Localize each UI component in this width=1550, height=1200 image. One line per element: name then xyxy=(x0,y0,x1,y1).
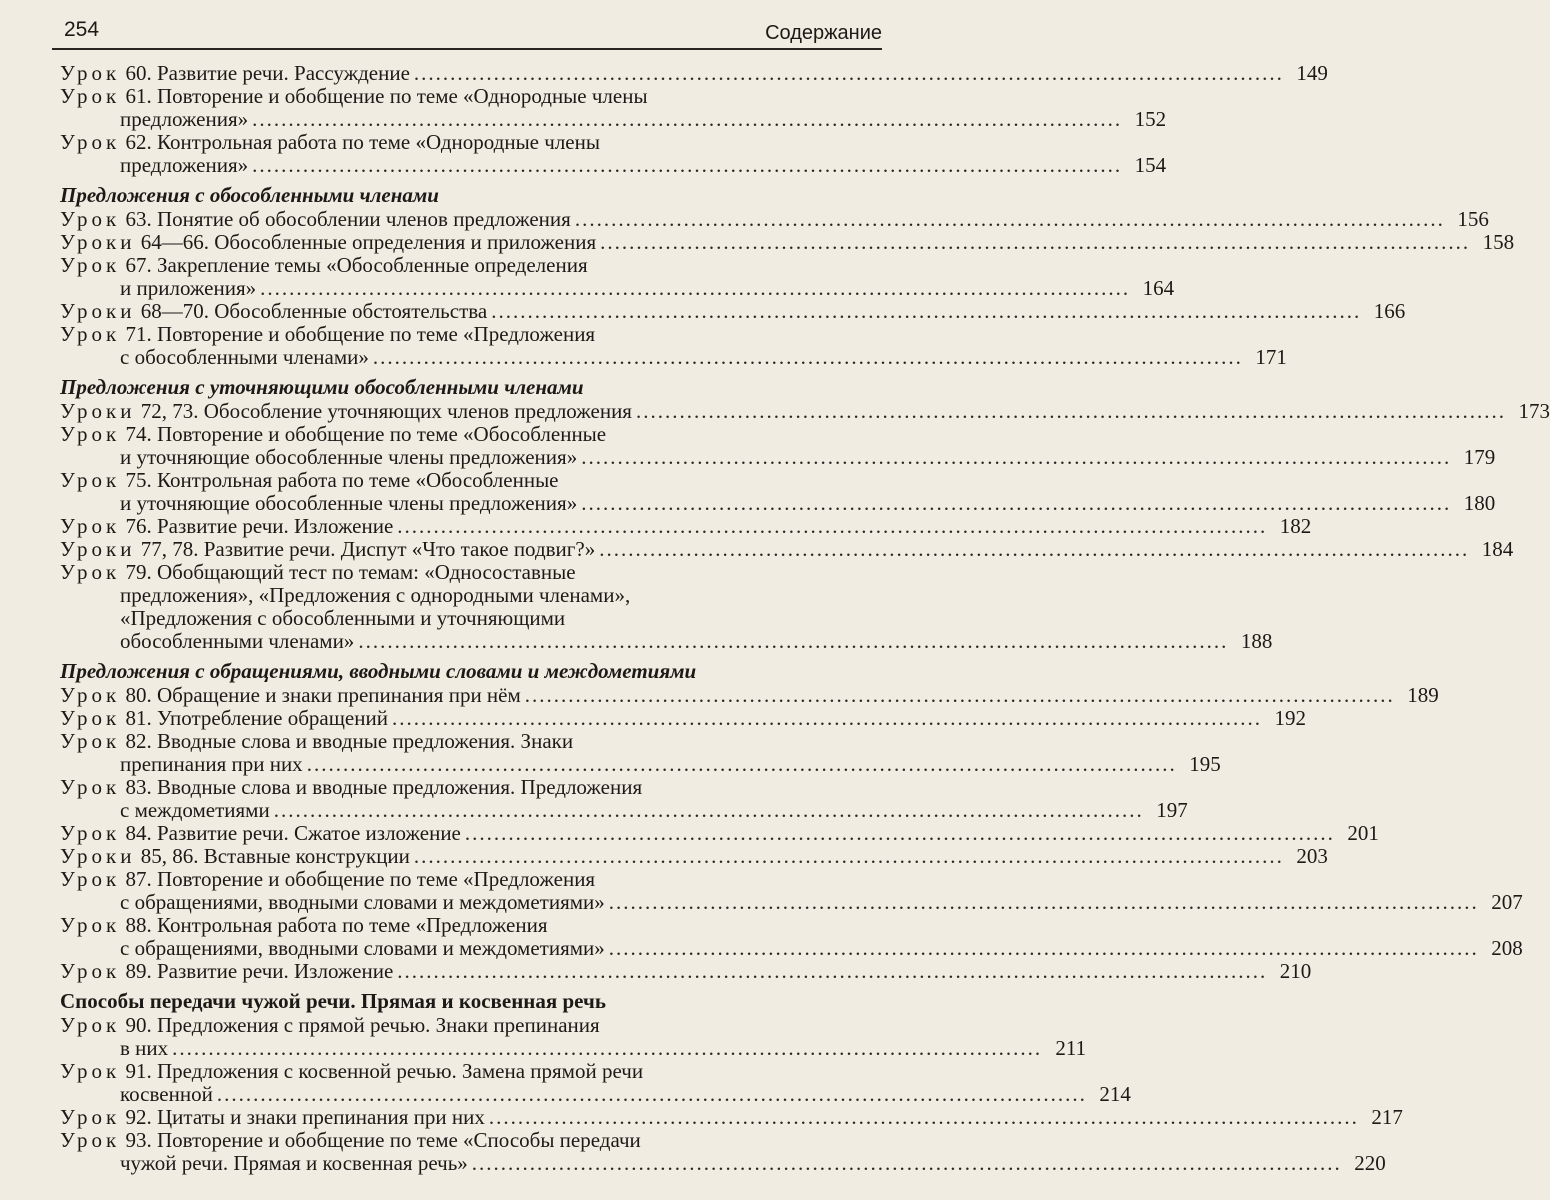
dot-leader: ........................................................................................................................ xyxy=(260,276,1131,300)
lesson-number: 90. xyxy=(125,1013,152,1037)
toc-entry xyxy=(60,913,1523,960)
toc-entry xyxy=(60,560,1273,653)
entry-title-line: предложения», «Предложения с однородными членами», xyxy=(120,583,631,607)
lesson-number: 60. xyxy=(125,61,152,85)
dot-leader: ........................................................................................................................ xyxy=(397,959,1268,983)
lesson-number: 74. xyxy=(125,422,152,446)
entry-title-last-line: обособленными членами» xyxy=(120,629,355,653)
lesson-number: 77, 78. xyxy=(140,537,199,561)
lesson-number: 85, 86. xyxy=(140,844,199,868)
entry-title-last-line: Обособленные определения и приложения xyxy=(214,230,597,254)
page-ref: 158 xyxy=(1482,230,1515,254)
lesson-number: 84. xyxy=(125,821,152,845)
entry-title-last-line: Обособление уточняющих членов предложения xyxy=(203,399,632,423)
toc-entry xyxy=(60,61,1328,85)
page-ref: 210 xyxy=(1279,959,1312,983)
entry-title-line: Вводные слова и вводные предложения. Предложения xyxy=(156,775,643,799)
page-ref: 188 xyxy=(1240,629,1273,653)
page-ref: 201 xyxy=(1347,821,1379,845)
toc-entry xyxy=(60,322,1287,369)
entry-title-last-line: Развитие речи. Изложение xyxy=(156,514,394,538)
page-ref: 154 xyxy=(1134,153,1167,177)
entry-title-last-line: Обособленные обстоятельства xyxy=(214,299,488,323)
toc-entry xyxy=(60,1013,1087,1060)
running-title: Содержание xyxy=(765,22,882,44)
dot-leader: ........................................................................................................................ xyxy=(172,1036,1043,1060)
toc-entry xyxy=(60,468,1496,515)
page-ref: 164 xyxy=(1142,276,1175,300)
dot-leader: ........................................................................................................................ xyxy=(581,491,1452,515)
toc-entry xyxy=(60,1059,1131,1106)
dot-leader: ........................................................................................................................ xyxy=(273,798,1144,822)
lesson-kind: Уроки xyxy=(60,230,136,254)
dot-leader: ........................................................................................................................ xyxy=(372,345,1243,369)
toc-entry xyxy=(60,844,1328,868)
entry-title-last-line: Цитаты и знаки препинания при них xyxy=(156,1105,485,1129)
lesson-kind: Урок xyxy=(60,1105,121,1129)
dot-leader: ........................................................................................................................ xyxy=(599,537,1470,561)
lesson-kind: Урок xyxy=(60,775,121,799)
lesson-kind: Уроки xyxy=(60,399,136,423)
lesson-kind: Урок xyxy=(60,253,121,277)
lesson-kind: Урок xyxy=(60,560,121,584)
lesson-number: 68—70. xyxy=(140,299,209,323)
lesson-kind: Урок xyxy=(60,130,121,154)
page-ref: 156 xyxy=(1457,207,1489,231)
dot-leader: ........................................................................................................................ xyxy=(464,821,1335,845)
page-ref: 197 xyxy=(1156,798,1188,822)
entry-title-last-line: Развитие речи. Сжатое изложение xyxy=(156,821,461,845)
dot-leader: ........................................................................................................................ xyxy=(635,399,1506,423)
lesson-kind: Урок xyxy=(60,683,121,707)
section-heading: Предложения с обособленными членами xyxy=(60,183,439,207)
lesson-kind: Урок xyxy=(60,514,121,538)
dot-leader: ........................................................................................................................ xyxy=(574,207,1445,231)
lesson-kind: Урок xyxy=(60,867,121,891)
toc-entry xyxy=(60,821,1379,845)
section-heading: Способы передачи чужой речи. Прямая и косвенная речь xyxy=(60,989,606,1013)
lesson-number: 79. xyxy=(125,560,152,584)
section-heading: Предложения с уточняющими обособленными членами xyxy=(60,375,584,399)
page-ref: 173 xyxy=(1518,399,1550,423)
lesson-number: 62. xyxy=(125,130,152,154)
toc-entry xyxy=(60,514,1312,538)
dot-leader: ........................................................................................................................ xyxy=(413,844,1284,868)
lesson-number: 88. xyxy=(125,913,152,937)
lesson-number: 91. xyxy=(125,1059,152,1083)
toc-entry xyxy=(60,775,1188,822)
dot-leader: ........................................................................................................................ xyxy=(608,936,1479,960)
lesson-number: 82. xyxy=(125,729,152,753)
entry-title-line: Предложения с косвенной речью. Замена прямой речи xyxy=(156,1059,644,1083)
entry-title-line: Вводные слова и вводные предложения. Знаки xyxy=(156,729,574,753)
page-ref: 208 xyxy=(1491,936,1523,960)
page-number: 254 xyxy=(64,18,100,41)
lesson-number: 63. xyxy=(125,207,152,231)
entry-title-line: Повторение и обобщение по теме «Предложения xyxy=(156,867,596,891)
page-ref: 217 xyxy=(1371,1105,1403,1129)
page-ref: 166 xyxy=(1373,299,1406,323)
entry-title-line: Контрольная работа по теме «Обособленные xyxy=(156,468,559,492)
page-ref: 211 xyxy=(1055,1036,1087,1060)
lesson-number: 83. xyxy=(125,775,152,799)
lesson-number: 93. xyxy=(125,1128,152,1152)
dot-leader: ........................................................................................................................ xyxy=(413,61,1284,85)
dot-leader: ........................................................................................................................ xyxy=(306,752,1177,776)
lesson-kind: Урок xyxy=(60,61,121,85)
entry-title-last-line: Обращение и знаки препинания при нём xyxy=(156,683,521,707)
page-ref: 180 xyxy=(1463,491,1496,515)
dot-leader: ........................................................................................................................ xyxy=(524,683,1395,707)
entry-title-line: Контрольная работа по теме «Предложения xyxy=(156,913,548,937)
entry-title-line: Повторение и обобщение по теме «Предложения xyxy=(156,322,596,346)
lesson-kind: Урок xyxy=(60,959,121,983)
toc-entry xyxy=(60,253,1175,300)
entry-title-last-line: Вставные конструкции xyxy=(203,844,410,868)
toc-entry xyxy=(60,959,1312,983)
page-ref: 195 xyxy=(1189,752,1221,776)
dot-leader: ........................................................................................................................ xyxy=(252,107,1123,131)
lesson-number: 81. xyxy=(125,706,152,730)
entry-title-last-line: Развитие речи. Изложение xyxy=(156,959,394,983)
table-of-contents xyxy=(60,61,1550,1175)
page-ref: 203 xyxy=(1296,844,1328,868)
dot-leader: ........................................................................................................................ xyxy=(358,629,1229,653)
entry-title-line: Повторение и обобщение по теме «Способы передачи xyxy=(156,1128,641,1152)
running-header xyxy=(52,14,882,50)
lesson-kind: Урок xyxy=(60,322,121,346)
toc-entry xyxy=(60,867,1523,914)
page-ref: 179 xyxy=(1463,445,1496,469)
entry-title-last-line: Развитие речи. Диспут «Что такое подвиг?» xyxy=(203,537,596,561)
dot-leader: ........................................................................................................................ xyxy=(608,890,1479,914)
entry-title-last-line: Развитие речи. Рассуждение xyxy=(156,61,410,85)
lesson-number: 87. xyxy=(125,867,152,891)
entry-title-line: Предложения с прямой речью. Знаки препинания xyxy=(156,1013,600,1037)
dot-leader: ........................................................................................................................ xyxy=(252,153,1123,177)
page-ref: 171 xyxy=(1255,345,1287,369)
lesson-number: 92. xyxy=(125,1105,152,1129)
entry-title-last-line: с обращениями, вводными словами и междометиями» xyxy=(120,936,605,960)
dot-leader: ........................................................................................................................ xyxy=(600,230,1471,254)
lesson-number: 80. xyxy=(125,683,152,707)
page-ref: 152 xyxy=(1134,107,1167,131)
lesson-number: 72, 73. xyxy=(140,399,199,423)
toc-entry xyxy=(60,1105,1403,1129)
page-ref: 184 xyxy=(1481,537,1514,561)
entry-title-last-line: и уточняющие обособленные члены предложения» xyxy=(120,445,578,469)
entry-title-last-line: Употребление обращений xyxy=(156,706,388,730)
dot-leader: ........................................................................................................................ xyxy=(581,445,1452,469)
page-ref: 189 xyxy=(1407,683,1439,707)
entry-title-last-line: в них xyxy=(120,1036,169,1060)
lesson-kind: Урок xyxy=(60,1128,121,1152)
toc-entry xyxy=(60,299,1406,323)
toc-entry xyxy=(60,230,1515,254)
lesson-number: 89. xyxy=(125,959,152,983)
toc-entry xyxy=(60,399,1550,423)
lesson-kind: Урок xyxy=(60,1059,121,1083)
dot-leader: ........................................................................................................................ xyxy=(491,299,1362,323)
toc-entry xyxy=(60,130,1167,177)
entry-title-line: «Предложения с обособленными и уточняющими xyxy=(120,606,566,630)
entry-title-last-line: и приложения» xyxy=(120,276,257,300)
toc-entry xyxy=(60,537,1514,561)
lesson-kind: Урок xyxy=(60,207,121,231)
page-ref: 149 xyxy=(1296,61,1328,85)
lesson-kind: Урок xyxy=(60,84,121,108)
lesson-kind: Уроки xyxy=(60,537,136,561)
entry-title-line: Контрольная работа по теме «Однородные члены xyxy=(156,130,600,154)
entry-title-line: Повторение и обобщение по теме «Однородные члены xyxy=(156,84,648,108)
lesson-kind: Уроки xyxy=(60,299,136,323)
lesson-kind: Урок xyxy=(60,1013,121,1037)
lesson-kind: Урок xyxy=(60,913,121,937)
page-ref: 207 xyxy=(1491,890,1523,914)
lesson-number: 76. xyxy=(125,514,152,538)
toc-entry xyxy=(60,729,1221,776)
entry-title-last-line: косвенной xyxy=(120,1082,213,1106)
lesson-kind: Урок xyxy=(60,729,121,753)
toc-entry xyxy=(60,84,1167,131)
entry-title-line: Обобщающий тест по темам: «Односоставные xyxy=(156,560,576,584)
dot-leader: ........................................................................................................................ xyxy=(488,1105,1359,1129)
lesson-number: 67. xyxy=(125,253,152,277)
entry-title-last-line: Понятие об обособлении членов предложения xyxy=(156,207,571,231)
entry-title-last-line: чужой речи. Прямая и косвенная речь» xyxy=(120,1151,468,1175)
entry-title-last-line: с обращениями, вводными словами и междометиями» xyxy=(120,890,605,914)
lesson-kind: Урок xyxy=(60,706,121,730)
dot-leader: ........................................................................................................................ xyxy=(397,514,1268,538)
page-ref: 182 xyxy=(1279,514,1312,538)
entry-title-line: Закрепление темы «Обособленные определения xyxy=(156,253,588,277)
section-heading: Предложения с обращениями, вводными словами и междометиями xyxy=(60,659,697,683)
toc-entry xyxy=(60,1128,1386,1175)
entry-title-last-line: и уточняющие обособленные члены предложения» xyxy=(120,491,578,515)
entry-title-last-line: предложения» xyxy=(120,107,249,131)
toc-entry xyxy=(60,422,1496,469)
toc-entry xyxy=(60,207,1489,231)
page-ref: 214 xyxy=(1099,1082,1131,1106)
entry-title-last-line: предложения» xyxy=(120,153,249,177)
dot-leader: ........................................................................................................................ xyxy=(471,1151,1342,1175)
entry-title-last-line: препинания при них xyxy=(120,752,303,776)
lesson-kind: Урок xyxy=(60,821,121,845)
lesson-number: 61. xyxy=(125,84,152,108)
entry-title-last-line: с междометиями xyxy=(120,798,270,822)
toc-entry xyxy=(60,706,1306,730)
page-ref: 220 xyxy=(1354,1151,1386,1175)
lesson-number: 64—66. xyxy=(140,230,209,254)
lesson-number: 71. xyxy=(125,322,152,346)
entry-title-line: Повторение и обобщение по теме «Обособленные xyxy=(156,422,607,446)
toc-entry xyxy=(60,683,1439,707)
dot-leader: ........................................................................................................................ xyxy=(391,706,1262,730)
entry-title-last-line: с обособленными членами» xyxy=(120,345,369,369)
lesson-kind: Урок xyxy=(60,422,121,446)
lesson-kind: Уроки xyxy=(60,844,136,868)
page-ref: 192 xyxy=(1274,706,1306,730)
lesson-kind: Урок xyxy=(60,468,121,492)
lesson-number: 75. xyxy=(125,468,152,492)
dot-leader: ........................................................................................................................ xyxy=(216,1082,1087,1106)
